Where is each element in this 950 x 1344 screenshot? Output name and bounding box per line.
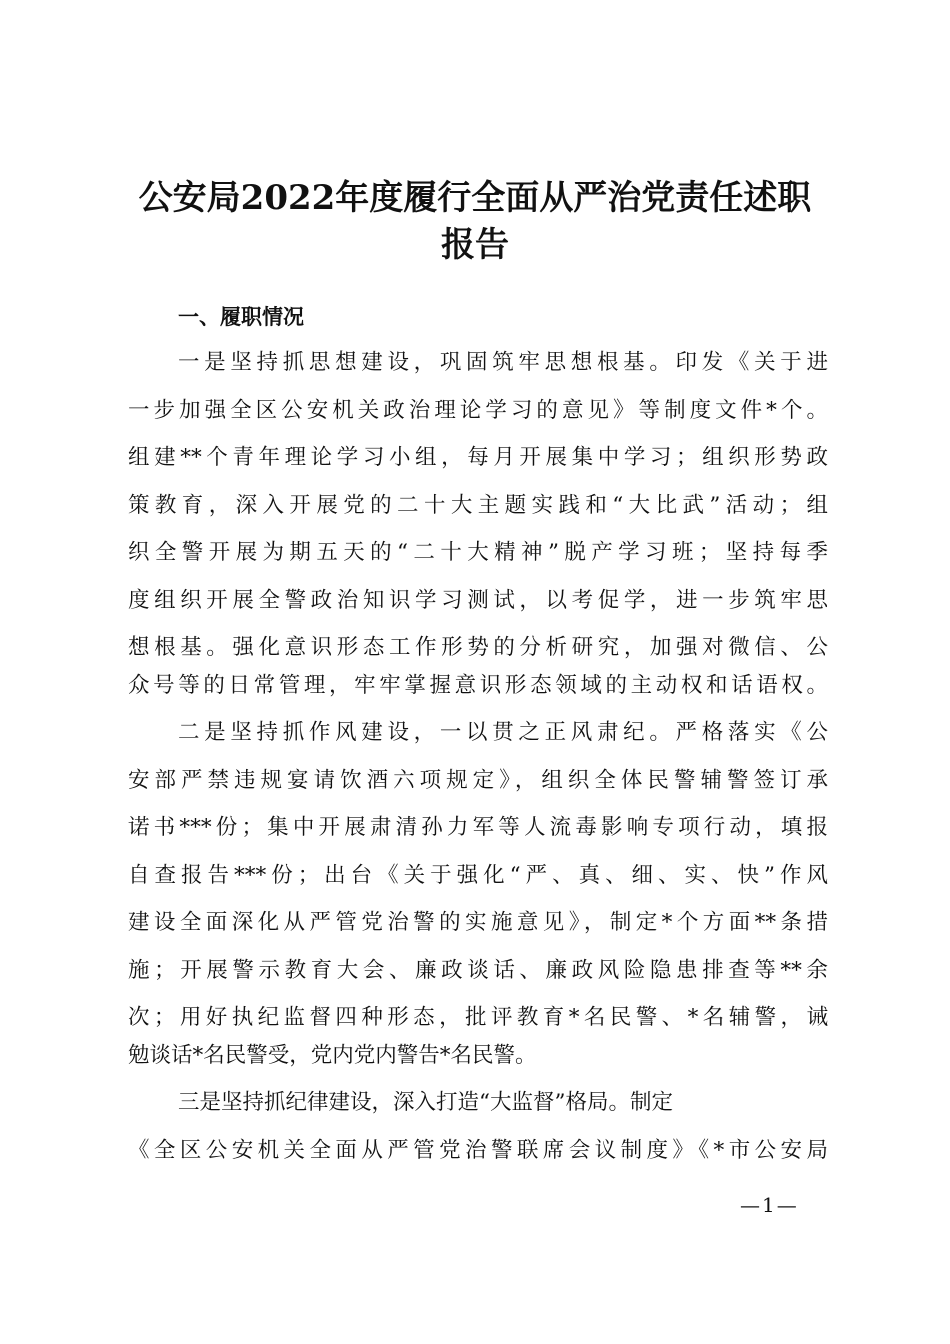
paragraph-1-line: 组建**个青年理论学习小组，每月开展集中学习；组织形势政 xyxy=(128,445,828,470)
paragraph-3-line: 《全区公安机关全面从严管党治警联席会议制度》《*市公安局 xyxy=(128,1138,828,1163)
paragraph-1-line: 一步加强全区公安机关政治理论学习的意见》等制度文件*个。 xyxy=(128,398,828,423)
paragraph-1-line: 众号等的日常管理，牢牢掌握意识形态领域的主动权和话语权。 xyxy=(128,673,828,698)
page-number: —1— xyxy=(740,1193,799,1217)
paragraph-1-line: 度组织开展全警政治知识学习测试，以考促学，进一步筑牢思 xyxy=(128,588,828,613)
document-title-line-2: 报告 xyxy=(441,225,509,265)
paragraph-2-line: 二是坚持抓作风建设，一以贯之正风肃纪。严格落实《公 xyxy=(178,720,828,745)
paragraph-1-line: 织全警开展为期五天的“二十大精神”脱产学习班；坚持每季 xyxy=(128,540,828,565)
paragraph-2-line: 次；用好执纪监督四种形态，批评教育*名民警、*名辅警，诫 xyxy=(128,1005,828,1030)
paragraph-2-line: 建设全面深化从严管党治警的实施意见》，制定*个方面**条措 xyxy=(128,910,828,935)
paragraph-1-line: 策教育，深入开展党的二十大主题实践和“大比武”活动；组 xyxy=(128,493,828,518)
paragraph-2-line: 勉谈话*名民警受，党内党内警告*名民警。 xyxy=(128,1043,537,1068)
paragraph-2-line: 诺书***份；集中开展肃清孙力军等人流毒影响专项行动，填报 xyxy=(128,815,828,840)
paragraph-1-line: 想根基。强化意识形态工作形势的分析研究，加强对微信、公 xyxy=(128,635,828,660)
paragraph-2-line: 施；开展警示教育大会、廉政谈话、廉政风险隐患排查等**余 xyxy=(128,958,828,983)
section-heading: 一、履职情况 xyxy=(178,305,304,329)
document-title-line-1: 公安局2022年度履行全面从严治党责任述职 xyxy=(138,178,812,218)
paragraph-2-line: 自查报告***份；出台《关于强化“严、真、细、实、快”作风 xyxy=(128,863,828,888)
paragraph-3-line: 三是坚持抓纪律建设，深入打造“大监督”格局。制定 xyxy=(178,1090,673,1115)
paragraph-1-line: 一是坚持抓思想建设，巩固筑牢思想根基。印发《关于进 xyxy=(178,350,828,375)
paragraph-2-line: 安部严禁违规宴请饮酒六项规定》，组织全体民警辅警签订承 xyxy=(128,768,828,793)
